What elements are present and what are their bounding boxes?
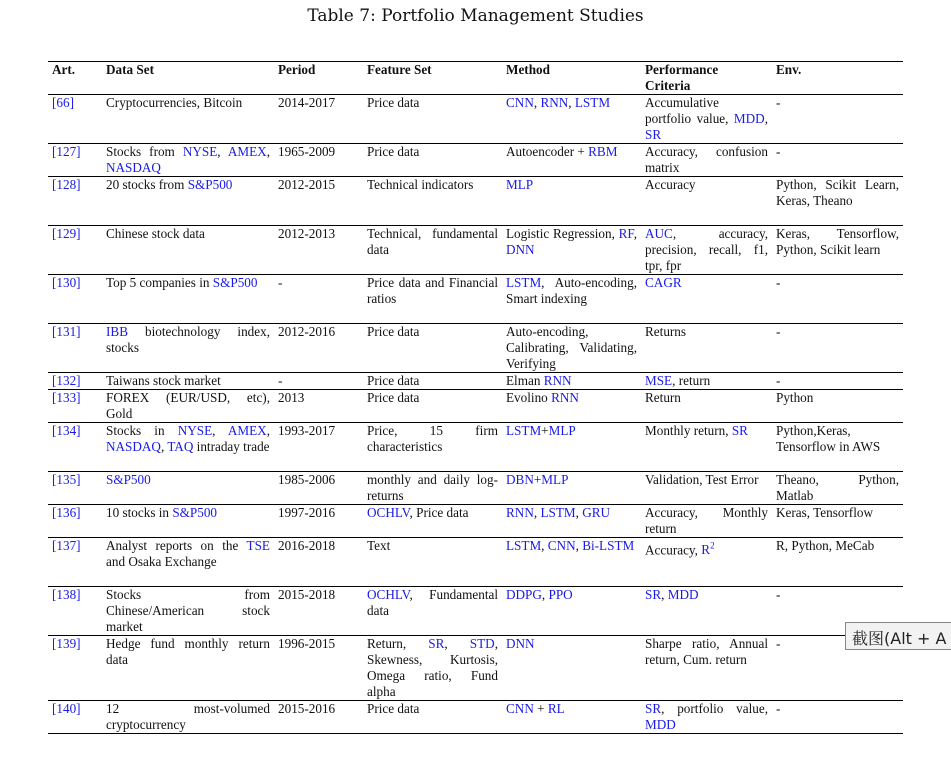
cell-data: Taiwans stock market <box>102 373 274 390</box>
table-row <box>48 373 903 390</box>
linked-term[interactable]: MDD <box>645 717 676 732</box>
cell-method: Autoencoder + RBM <box>502 144 641 177</box>
cell-feature: OCHLV, Price data <box>363 505 502 538</box>
cell-art[interactable]: [134] <box>48 423 102 472</box>
linked-term[interactable]: LSTM <box>506 538 542 553</box>
perf-header-line2: Criteria <box>645 78 691 93</box>
linked-term[interactable]: SR <box>731 423 748 438</box>
cell-perf: Monthly return, SR <box>641 423 772 472</box>
linked-term[interactable]: MLP <box>548 423 576 438</box>
perf-header-line1: Performance <box>645 62 719 77</box>
cell-data: Chinese stock data <box>102 226 274 275</box>
cell-env: - <box>772 324 903 373</box>
linked-term[interactable]: NASDAQ <box>106 160 161 175</box>
table-row <box>48 226 903 275</box>
cell-data: IBB biotechnology index, stocks <box>102 324 274 373</box>
linked-term[interactable]: RNN <box>551 390 579 405</box>
cell-art[interactable]: [138] <box>48 587 102 636</box>
cell-data: 12 most-volumed cryptocurrency <box>102 701 274 734</box>
cell-env: R, Python, MeCab <box>772 538 903 587</box>
linked-term[interactable]: AMEX <box>227 144 267 159</box>
cell-feature: Technical indicators <box>363 177 502 226</box>
cell-feature: Price data <box>363 701 502 734</box>
col-header-dataset: Data Set <box>102 62 274 95</box>
cell-art[interactable]: [132] <box>48 373 102 390</box>
cell-feature: Price data <box>363 324 502 373</box>
linked-term[interactable]: LSTM <box>506 275 542 290</box>
linked-term[interactable]: CNN <box>506 701 534 716</box>
cell-env: Theano, Python, Matlab <box>772 472 903 505</box>
cell-perf: AUC, accuracy, precision, recall, f1, tpr, fpr <box>641 226 772 275</box>
linked-term[interactable]: RNN <box>540 95 569 110</box>
table-row <box>48 701 903 734</box>
linked-term[interactable]: MDD <box>733 111 765 126</box>
cell-perf: Accuracy, confusion matrix <box>641 144 772 177</box>
cell-feature: Price data <box>363 144 502 177</box>
linked-term[interactable]: LSTM <box>540 505 576 520</box>
cell-art[interactable]: [128] <box>48 177 102 226</box>
cell-method: DDPG, PPO <box>502 587 641 636</box>
linked-term[interactable]: $R^2$ <box>701 541 715 558</box>
table-row <box>48 538 903 587</box>
cell-method: RNN, LSTM, GRU <box>502 505 641 538</box>
linked-term[interactable]: TSE <box>246 538 270 553</box>
linked-term[interactable]: GRU <box>582 505 611 520</box>
linked-term[interactable]: SR <box>645 127 662 142</box>
linked-term[interactable]: AMEX <box>227 423 267 438</box>
cell-perf: SR, portfolio value, MDD <box>641 701 772 734</box>
cell-data: Hedge fund monthly return data <box>102 636 274 701</box>
table-caption: Table 7: Portfolio Management Studies <box>307 6 644 26</box>
cell-data: Stocks in NYSE, AMEX, NASDAQ, TAQ intraday trade <box>102 423 274 472</box>
cell-perf: Accuracy, Monthly return <box>641 505 772 538</box>
cell-art[interactable]: [139] <box>48 636 102 701</box>
cell-env: Python <box>772 390 903 423</box>
cell-data: Analyst reports on the TSE and Osaka Exchange <box>102 538 274 587</box>
cell-art[interactable]: [136] <box>48 505 102 538</box>
cell-perf: Return <box>641 390 772 423</box>
col-header-feature: Feature Set <box>363 62 502 95</box>
cell-method: LSTM+MLP <box>502 423 641 472</box>
col-header-env: Env. <box>772 62 903 95</box>
cell-perf: Accuracy, $R^2$ <box>641 538 772 587</box>
cell-env: - <box>772 144 903 177</box>
cell-env: Keras, Tensorflow <box>772 505 903 538</box>
linked-term[interactable]: MLP <box>506 177 534 192</box>
linked-term[interactable]: S&P500 <box>106 472 151 487</box>
table-row <box>48 275 903 324</box>
cell-env: - <box>772 373 903 390</box>
table-header-row <box>48 62 903 95</box>
cell-data: 20 stocks from S&P500 <box>102 177 274 226</box>
cell-period: 2014-2017 <box>274 95 363 144</box>
cell-art[interactable]: [133] <box>48 390 102 423</box>
linked-term[interactable]: DNN <box>506 242 535 257</box>
linked-term[interactable]: S&P500 <box>187 177 233 192</box>
cell-perf: Sharpe ratio, Annual return, Cum. return <box>641 636 772 701</box>
table-row <box>48 177 903 226</box>
cell-method: DBN+MLP <box>502 472 641 505</box>
cell-data: Top 5 companies in S&P500 <box>102 275 274 324</box>
linked-term[interactable]: SR <box>645 701 662 716</box>
cell-env: Keras, Tensorflow, Python, Scikit learn <box>772 226 903 275</box>
cell-period: 1997-2016 <box>274 505 363 538</box>
col-header-art: Art. <box>48 62 102 95</box>
cell-env: - <box>772 636 903 701</box>
cell-method: Elman RNN <box>502 373 641 390</box>
cell-method <box>502 636 641 701</box>
col-header-method: Method <box>502 62 641 95</box>
linked-term[interactable]: TAQ <box>167 439 194 454</box>
cell-period: 1985-2006 <box>274 472 363 505</box>
cell-method: CNN + RL <box>502 701 641 734</box>
linked-term[interactable]: DDPG <box>506 587 542 602</box>
linked-term[interactable]: Bi-LSTM <box>582 538 635 553</box>
linked-term[interactable]: CNN <box>506 95 534 110</box>
cell-data <box>102 472 274 505</box>
cell-method: LSTM, CNN, Bi-LSTM <box>502 538 641 587</box>
cell-feature: Price data <box>363 373 502 390</box>
cell-period: - <box>274 373 363 390</box>
cell-env: Python,Keras, Tensorflow in AWS <box>772 423 903 472</box>
cell-env: - <box>772 587 903 636</box>
cell-perf: Accumulative portfolio value, MDD, SR <box>641 95 772 144</box>
cell-art[interactable]: [129] <box>48 226 102 275</box>
cell-period: - <box>274 275 363 324</box>
table-row <box>48 95 903 144</box>
screenshot-tooltip[interactable]: 截图(Alt + A <box>845 622 951 650</box>
cell-art[interactable]: [66] <box>48 95 102 144</box>
portfolio-table <box>48 61 903 734</box>
table-row <box>48 472 903 505</box>
linked-term[interactable]: CAGR <box>645 275 682 290</box>
cell-method: CNN, RNN, LSTM <box>502 95 641 144</box>
cell-env: - <box>772 95 903 144</box>
linked-term[interactable]: MDD <box>667 587 699 602</box>
linked-term[interactable]: IBB <box>106 324 128 339</box>
table-row <box>48 144 903 177</box>
linked-term[interactable]: S&P500 <box>172 505 218 520</box>
linked-term[interactable]: LSTM <box>506 423 542 438</box>
cell-data: Stocks from Chinese/American stock market <box>102 587 274 636</box>
cell-perf: Returns <box>641 324 772 373</box>
cell-period: 2012-2015 <box>274 177 363 226</box>
linked-term[interactable]: NYSE <box>182 144 218 159</box>
cell-feature: Return, SR, STD, Skewness, Kurtosis, Omega ratio, Fund alpha <box>363 636 502 701</box>
cell-perf <box>641 275 772 324</box>
cell-feature: Price data <box>363 95 502 144</box>
cell-feature: OCHLV, Fundamental data <box>363 587 502 636</box>
table-row <box>48 587 903 636</box>
col-header-period: Period <box>274 62 363 95</box>
linked-term[interactable]: RBM <box>588 144 618 159</box>
cell-env: - <box>772 275 903 324</box>
linked-term[interactable]: OCHLV <box>367 505 410 520</box>
col-header-performance <box>641 62 772 95</box>
linked-term[interactable]: SR <box>428 636 445 651</box>
cell-env: - <box>772 701 903 734</box>
cell-art[interactable]: [137] <box>48 538 102 587</box>
cell-period: 2016-2018 <box>274 538 363 587</box>
linked-term[interactable]: MLP <box>541 472 569 487</box>
cell-data: Cryptocurrencies, Bitcoin <box>102 95 274 144</box>
linked-term[interactable]: DBN <box>506 472 534 487</box>
cell-period: 1996-2015 <box>274 636 363 701</box>
cell-feature: Technical, fundamental data <box>363 226 502 275</box>
cell-period: 2012-2016 <box>274 324 363 373</box>
cell-period: 2015-2018 <box>274 587 363 636</box>
linked-term[interactable]: S&P500 <box>212 275 258 290</box>
linked-term[interactable]: STD <box>469 636 495 651</box>
linked-term[interactable]: AUC <box>645 226 673 241</box>
cell-method: Logistic Regression, RF, DNN <box>502 226 641 275</box>
linked-term[interactable]: DNN <box>506 636 535 651</box>
cell-feature: Price data and Financial ratios <box>363 275 502 324</box>
linked-term[interactable]: LSTM <box>574 95 611 110</box>
linked-term[interactable]: OCHLV <box>367 587 410 602</box>
cell-env: Python, Scikit Learn, Keras, Theano <box>772 177 903 226</box>
cell-method: LSTM, Auto-encoding, Smart indexing <box>502 275 641 324</box>
cell-feature: Price, 15 firm characteristics <box>363 423 502 472</box>
cell-method <box>502 177 641 226</box>
cell-feature: Text <box>363 538 502 587</box>
cell-method: Evolino RNN <box>502 390 641 423</box>
linked-term[interactable]: RNN <box>543 373 572 388</box>
cell-art[interactable]: [131] <box>48 324 102 373</box>
cell-period: 1993-2017 <box>274 423 363 472</box>
linked-term[interactable]: SR <box>645 587 662 602</box>
linked-term[interactable]: MSE <box>645 373 673 388</box>
cell-period: 2015-2016 <box>274 701 363 734</box>
cell-perf: Accuracy <box>641 177 772 226</box>
linked-term[interactable]: CNN <box>547 538 576 553</box>
cell-period: 2012-2013 <box>274 226 363 275</box>
linked-term[interactable]: PPO <box>548 587 573 602</box>
linked-term[interactable]: RL <box>547 701 565 716</box>
table-row <box>48 390 903 423</box>
linked-term[interactable]: NASDAQ <box>106 439 161 454</box>
cell-art[interactable]: [135] <box>48 472 102 505</box>
cell-perf: MSE, return <box>641 373 772 390</box>
table-row <box>48 505 903 538</box>
cell-perf: SR, MDD <box>641 587 772 636</box>
cell-data: FOREX (EUR/USD, etc), Gold <box>102 390 274 423</box>
cell-period: 1965-2009 <box>274 144 363 177</box>
cell-art[interactable]: [130] <box>48 275 102 324</box>
table-row <box>48 324 903 373</box>
cell-art[interactable]: [127] <box>48 144 102 177</box>
table-row <box>48 423 903 472</box>
cell-method: Auto-encoding, Calibrating, Validating, Verifying <box>502 324 641 373</box>
cell-feature: monthly and daily log-returns <box>363 472 502 505</box>
cell-period: 2013 <box>274 390 363 423</box>
cell-art[interactable]: [140] <box>48 701 102 734</box>
cell-perf: Validation, Test Error <box>641 472 772 505</box>
table-row <box>48 636 903 701</box>
linked-term[interactable]: RF <box>618 226 634 241</box>
cell-data: 10 stocks in S&P500 <box>102 505 274 538</box>
linked-term[interactable]: NYSE <box>177 423 213 438</box>
cell-feature: Price data <box>363 390 502 423</box>
linked-term[interactable]: RNN <box>506 505 534 520</box>
cell-data: Stocks from NYSE, AMEX, NASDAQ <box>102 144 274 177</box>
